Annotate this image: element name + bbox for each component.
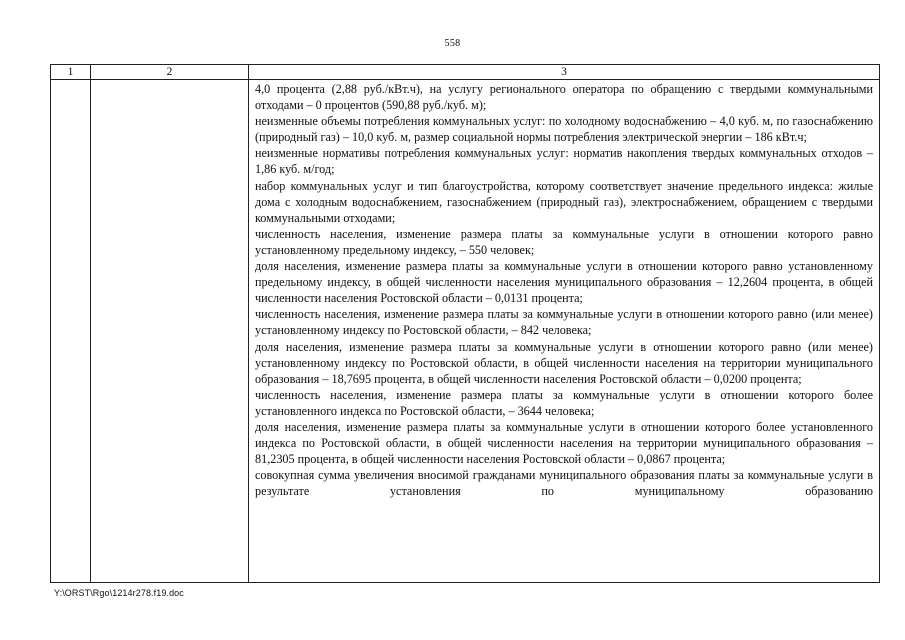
paragraph-consumption-volumes: неизменные объемы потребления коммунальных услуг: по холодному водоснабжению – 4,0 куб. м, по газоснабжению (природный газ) – 10,0 куб. м, размер социальной нормы потребления электрической энергии – 186 кВт.ч; [255,114,873,145]
column-2-cell [91,80,249,583]
paragraph-population-above: численность населения, изменение размера платы за коммунальные услуги в отношении которого более установленного индекса по Ростовской области, – 3644 человека; [255,387,873,418]
column-header-1: 1 [51,65,91,80]
paragraph-share-equal-or-less: доля населения, изменение размера платы за коммунальные услуги в отношении которого равно (или менее) установленному индексу по Ростовской области, в общей численности населения на территории муниципального образования – 18,7695 процента, в общей численности населения Ростовской области – 0,0200 процента; [255,339,873,386]
paragraph-consumption-norms: неизменные нормативы потребления коммунальных услуг: норматив накопления твердых коммунальных отходов – 1,86 куб. м/год; [255,146,873,177]
paragraph-population-equal-limit: численность населения, изменение размера платы за коммунальные услуги в отношении которого равно установленному предельному индексу, – 550 человек; [255,226,873,257]
paragraph-population-equal-or-less: численность населения, изменение размера платы за коммунальные услуги в отношении которого равно (или менее) установленному индексу по Ростовской области, – 842 человека; [255,307,873,338]
column-header-2: 2 [91,65,249,80]
paragraph-share-above: доля населения, изменение размера платы за коммунальные услуги в отношении которого более установленного индекса по Ростовской области, в общей численности населения на территории муниципального образования – 81,2305 процента, в общей численности населения Ростовской области – 0,0867 процента; [255,419,873,467]
paragraph-tariff-waste: 4,0 процента (2,88 руб./кВт.ч), на услугу регионального оператора по обращению с твердыми коммунальными отходами – 0 процентов (590,88 руб./куб. м); [255,82,873,113]
document-table [50,64,880,583]
paragraph-services-set: набор коммунальных услуг и тип благоустройства, которому соответствует значение предельного индекса: жилые дома с холодным водоснабжением, газоснабжением (природный газ), электроснабжением, обращением с твердыми коммунальными отходами; [255,178,873,225]
column-1-cell [51,80,91,583]
table-header-row [51,65,880,80]
column-header-3: 3 [249,65,880,80]
paragraph-total-increase: совокупная сумма увеличения вносимой гражданами муниципального образования платы за коммунальные услуги в результате установления по муниципальному образованию [255,468,873,499]
paragraph-share-equal-limit: доля населения, изменение размера платы за коммунальные услуги в отношении которого равно установленному предельному индексу, в общей численности населения муниципального образования – 12,2604 процента, в общей численности населения Ростовской области – 0,0131 процента; [255,259,873,306]
footer-file-path: Y:\ORST\Rgo\1214r278.f19.doc [54,588,184,598]
table-row [51,80,880,583]
column-3-content-cell [249,80,880,583]
page-number: 558 [444,38,461,49]
